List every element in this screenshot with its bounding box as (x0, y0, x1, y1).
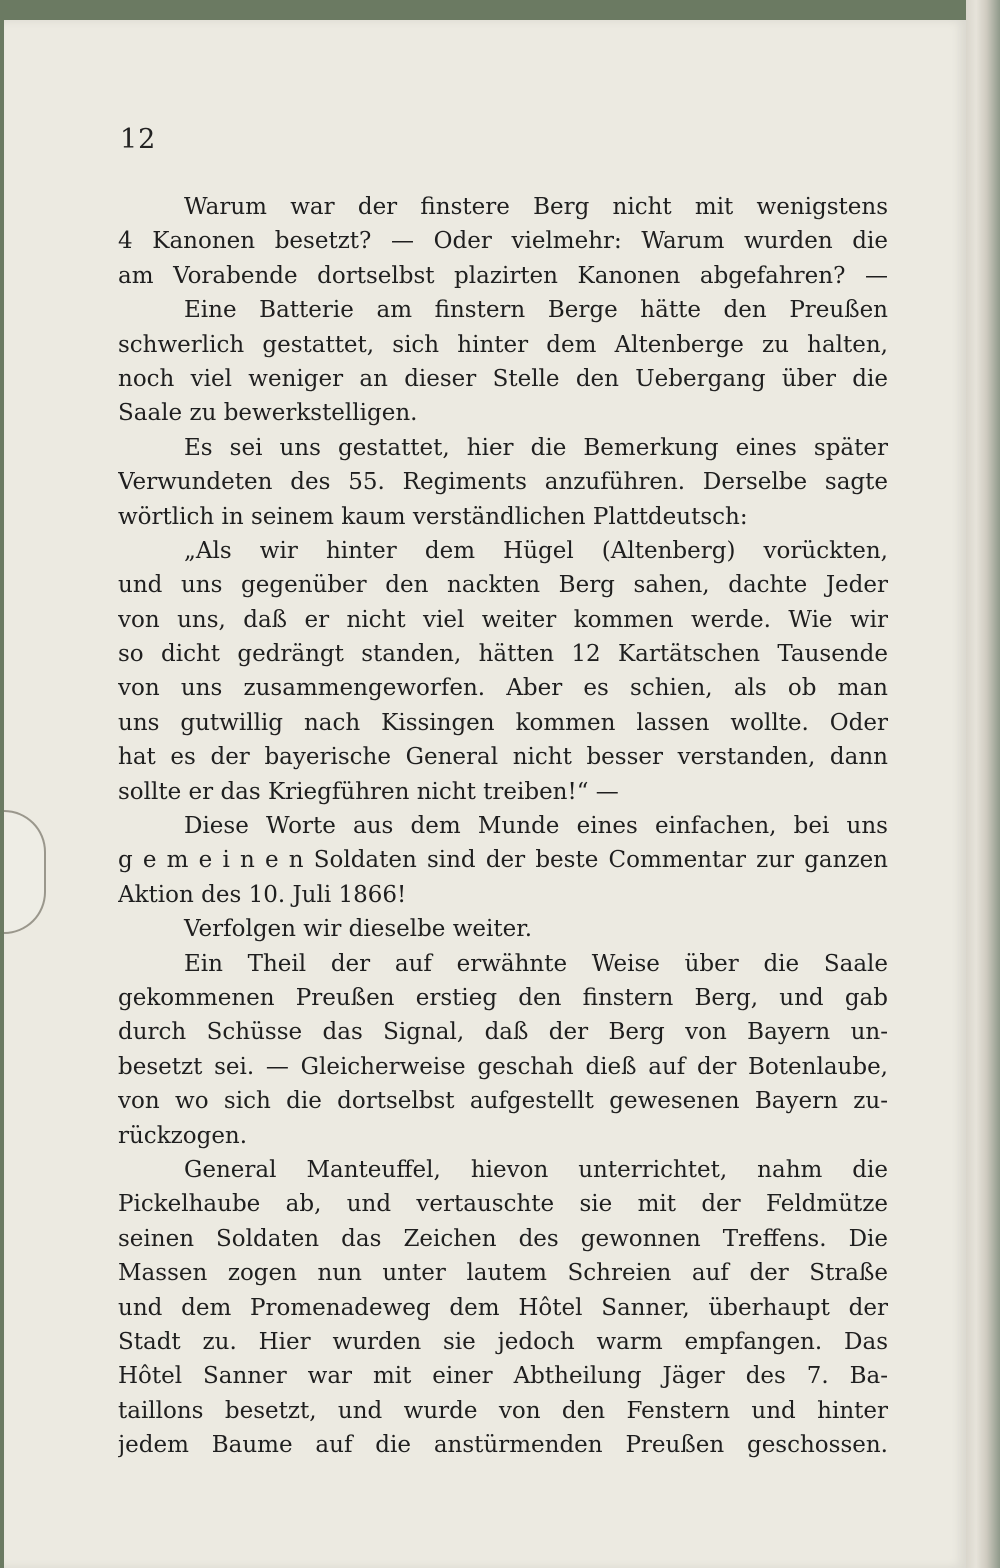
text-line: besetzt sei. — Gleicherweise geschah dieß auf der Botenlaube, (118, 1053, 888, 1080)
text-line: Saale zu bewerkstelligen. (118, 400, 418, 427)
text-line: und uns gegenüber den nackten Berg sahen, dachte Jeder (118, 572, 888, 599)
text-line: hat es der bayerische General nicht besser verstanden, dann (118, 744, 888, 771)
text-line: Verwundeten des 55. Regiments anzuführen. Derselbe sagte (118, 469, 888, 496)
text-line: von wo sich die dortselbst aufgestellt gewesenen Bayern zu- (118, 1088, 888, 1115)
text-line: Eine Batterie am finstern Berge hätte den Preußen (184, 297, 888, 324)
text-line: Verfolgen wir dieselbe weiter. (184, 916, 533, 943)
text-line: uns gutwillig nach Kissingen kommen lassen wollte. Oder (118, 709, 888, 736)
text-line: durch Schüsse das Signal, daß der Berg von Bayern un- (118, 1019, 888, 1046)
text-line: taillons besetzt, und wurde von den Fenstern und hinter (118, 1397, 888, 1424)
text-line: Diese Worte aus dem Munde eines einfachen, bei uns (184, 813, 888, 840)
text-line: g e m e i n e n Soldaten sind der beste Commentar zur ganzen (118, 847, 888, 874)
text-line: 4 Kanonen besetzt? — Oder vielmehr: Warum wurden die (118, 228, 888, 255)
text-line: wörtlich in seinem kaum verständlichen Plattdeutsch: (118, 503, 748, 530)
page-ribbon-marker (4, 810, 46, 934)
body-text (118, 190, 888, 1462)
text-line: Es sei uns gestattet, hier die Bemerkung eines später (184, 434, 888, 461)
page-edge (966, 0, 1000, 1568)
text-line: am Vorabende dortselbst plazirten Kanonen abgefahren? — (118, 262, 888, 289)
text-line: von uns, daß er nicht viel weiter kommen werde. Wie wir (118, 606, 888, 633)
text-line: Stadt zu. Hier wurden sie jedoch warm empfangen. Das (118, 1328, 888, 1355)
text-line: von uns zusammengeworfen. Aber es schien, als ob man (118, 675, 888, 702)
text-line: General Manteuffel, hievon unterrichtet, nahm die (184, 1156, 888, 1183)
text-line: Warum war der finstere Berg nicht mit wenigstens (184, 194, 888, 220)
text-line: schwerlich gestattet, sich hinter dem Altenberge zu halten, (118, 331, 888, 358)
text-line: sollte er das Kriegführen nicht treiben!“ — (118, 778, 619, 805)
text-line: so dicht gedrängt standen, hätten 12 Kartätschen Tausende (118, 641, 888, 668)
text-line: Hôtel Sanner war mit einer Abtheilung Jäger des 7. Ba- (118, 1363, 888, 1390)
text-line: noch viel weniger an dieser Stelle den Uebergang über die (118, 365, 888, 392)
text-line: und dem Promenadeweg dem Hôtel Sanner, überhaupt der (118, 1294, 888, 1321)
text-line: Pickelhaube ab, und vertauschte sie mit der Feldmütze (118, 1191, 888, 1218)
text-line: Aktion des 10. Juli 1866! (118, 881, 407, 908)
text-line: seinen Soldaten das Zeichen des gewonnen Treffens. Die (118, 1225, 888, 1252)
text-line: gekommenen Preußen erstieg den finstern Berg, und gab (118, 984, 888, 1011)
page-number: 12 (120, 124, 157, 155)
text-line: rückzogen. (118, 1122, 248, 1149)
text-line: „Als wir hinter dem Hügel (Altenberg) vorückten, (184, 537, 888, 564)
text-line: jedem Baume auf die anstürmenden Preußen geschossen. (118, 1432, 888, 1459)
text-line: Massen zogen nun unter lautem Schreien auf der Straße (118, 1260, 888, 1287)
text-line: Ein Theil der auf erwähnte Weise über die Saale (184, 950, 888, 977)
